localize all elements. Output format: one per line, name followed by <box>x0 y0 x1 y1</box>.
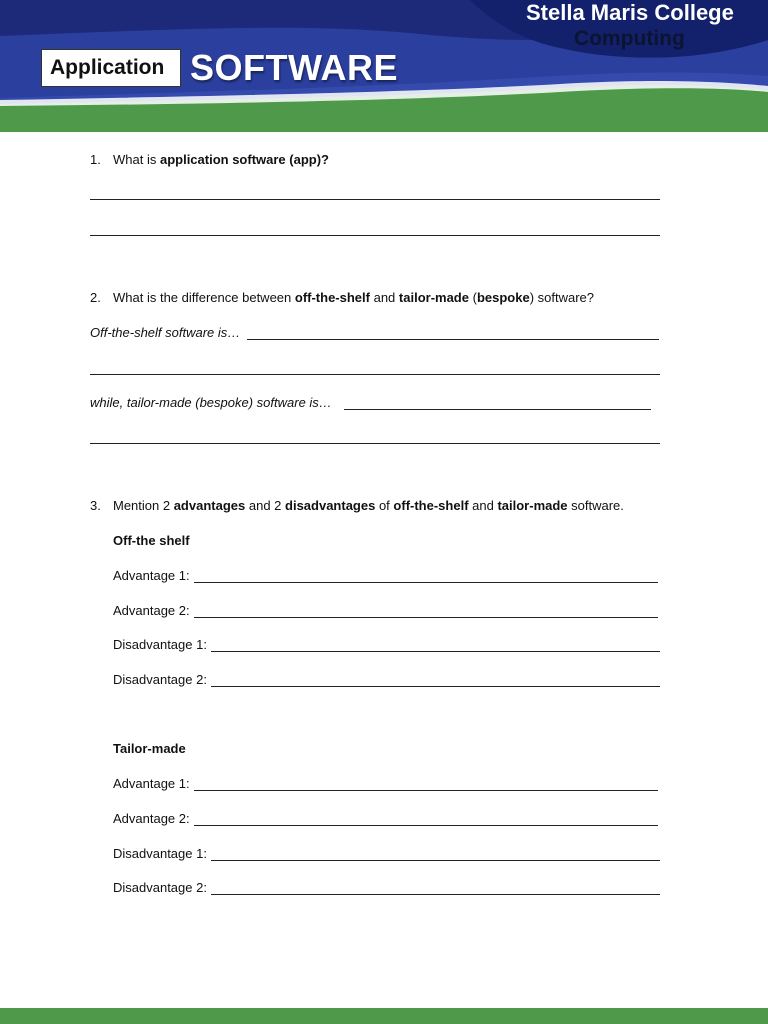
answer-line[interactable] <box>90 199 660 200</box>
ots-advantage-1-label: Advantage 1: <box>113 568 190 583</box>
tm-disadvantage-2-label: Disadvantage 2: <box>113 880 207 895</box>
answer-line[interactable] <box>194 790 658 791</box>
answer-line[interactable] <box>90 374 660 375</box>
tm-disadvantage-1-label: Disadvantage 1: <box>113 846 207 861</box>
tailor-made-heading: Tailor-made <box>113 741 186 756</box>
ots-disadvantage-1-label: Disadvantage 1: <box>113 637 207 652</box>
college-name: Stella Maris College <box>526 0 734 25</box>
off-the-shelf-heading: Off-the shelf <box>113 533 190 548</box>
answer-line[interactable] <box>90 235 660 236</box>
answer-line[interactable] <box>247 339 659 340</box>
question-2-number: 2. <box>90 290 101 305</box>
answer-line[interactable] <box>194 582 658 583</box>
answer-line[interactable] <box>211 686 660 687</box>
department-name: Computing <box>574 27 685 50</box>
question-1-number: 1. <box>90 152 101 167</box>
answer-line[interactable] <box>211 894 660 895</box>
answer-line[interactable] <box>344 409 651 410</box>
tm-advantage-2-label: Advantage 2: <box>113 811 190 826</box>
answer-line[interactable] <box>211 860 660 861</box>
answer-line[interactable] <box>90 443 660 444</box>
tailor-made-prompt: while, tailor-made (bespoke) software is… <box>90 395 332 410</box>
page-title: SOFTWARE <box>190 47 398 88</box>
ots-advantage-2-label: Advantage 2: <box>113 603 190 618</box>
off-the-shelf-prompt: Off-the-shelf software is… <box>90 325 241 340</box>
answer-line[interactable] <box>194 617 658 618</box>
tm-advantage-1-label: Advantage 1: <box>113 776 190 791</box>
answer-line[interactable] <box>194 825 658 826</box>
header-banner <box>0 0 768 132</box>
question-1-text: What is application software (app)? <box>113 152 329 167</box>
question-3-number: 3. <box>90 498 101 513</box>
answer-line[interactable] <box>211 651 660 652</box>
question-2-text: What is the difference between off-the-shelf and tailor-made (bespoke) software? <box>113 290 594 305</box>
application-badge: Application <box>41 49 181 87</box>
ots-disadvantage-2-label: Disadvantage 2: <box>113 672 207 687</box>
question-3-text: Mention 2 advantages and 2 disadvantages of off-the-shelf and tailor-made software. <box>113 498 624 513</box>
footer-band <box>0 1008 768 1024</box>
